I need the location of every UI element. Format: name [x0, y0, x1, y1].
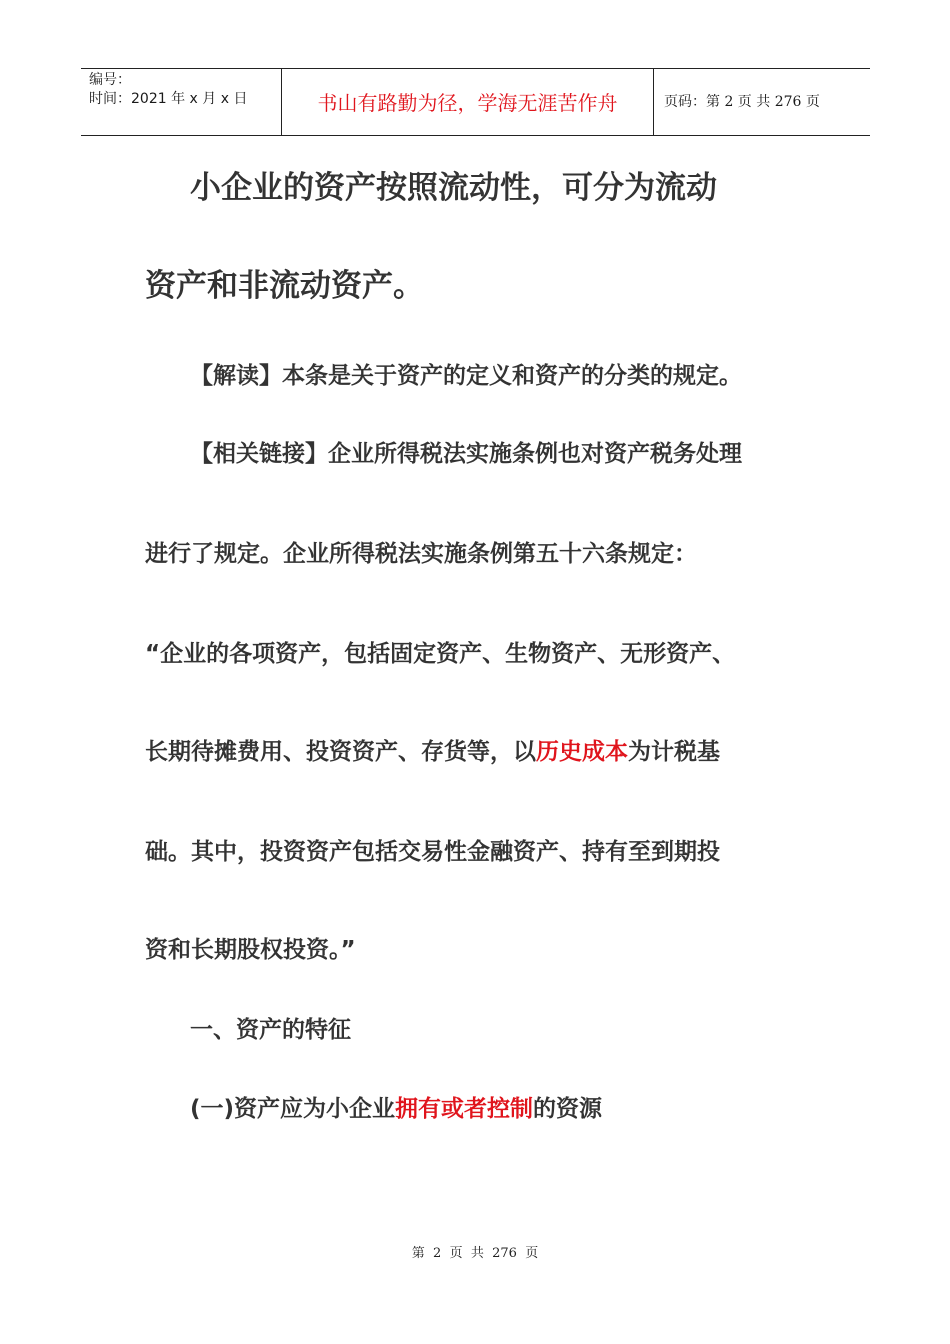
- article-title-line-1: 小企业的资产按照流动性，可分为流动: [190, 170, 717, 206]
- document-number-label: 编号：: [89, 72, 131, 88]
- header-page-code: 页码：第 2 页 共 276 页: [664, 94, 820, 110]
- section-heading-1: 一、资产的特征: [190, 1017, 351, 1043]
- related-link-line-2: 进行了规定。企业所得税法实施条例第五十六条规定：: [145, 541, 697, 567]
- header-motto-cell: [281, 69, 654, 135]
- header-page-cell: [654, 69, 870, 135]
- subsection-heading-1: [190, 1095, 602, 1123]
- subsection-text-b: 的资源: [533, 1096, 603, 1122]
- header-meta-cell: [81, 69, 281, 135]
- header-motto: 书山有路勤为径，学海无涯苦作舟: [317, 91, 618, 115]
- quote-line-3: 础。其中，投资资产包括交易性金融资产、持有至到期投: [145, 839, 720, 865]
- highlight-historical-cost: 历史成本: [536, 739, 628, 765]
- quote-line-2-text-a: 长期待摊费用、投资资产、存货等，以: [145, 739, 536, 765]
- quote-line-1: “企业的各项资产，包括固定资产、生物资产、无形资产、: [145, 641, 736, 667]
- document-header: [81, 68, 870, 136]
- highlight-own-or-control: 拥有或者控制: [395, 1096, 534, 1122]
- subsection-text-a: (一)资产应为小企业: [190, 1096, 396, 1122]
- quote-line-4: 资和长期股权投资。”: [145, 937, 356, 963]
- article-title-line-2: 资产和非流动资产。: [145, 268, 424, 304]
- quote-line-2-text-b: 为计税基: [628, 739, 720, 765]
- interpretation-paragraph: 【解读】本条是关于资产的定义和资产的分类的规定。: [190, 363, 742, 389]
- document-date-label: 时间：2021 年 x 月 x 日: [89, 91, 248, 107]
- page-footer: 第 2 页 共 276 页: [411, 1246, 539, 1261]
- quote-line-2: [145, 738, 720, 766]
- related-link-line-1: 【相关链接】企业所得税法实施条例也对资产税务处理: [190, 441, 742, 467]
